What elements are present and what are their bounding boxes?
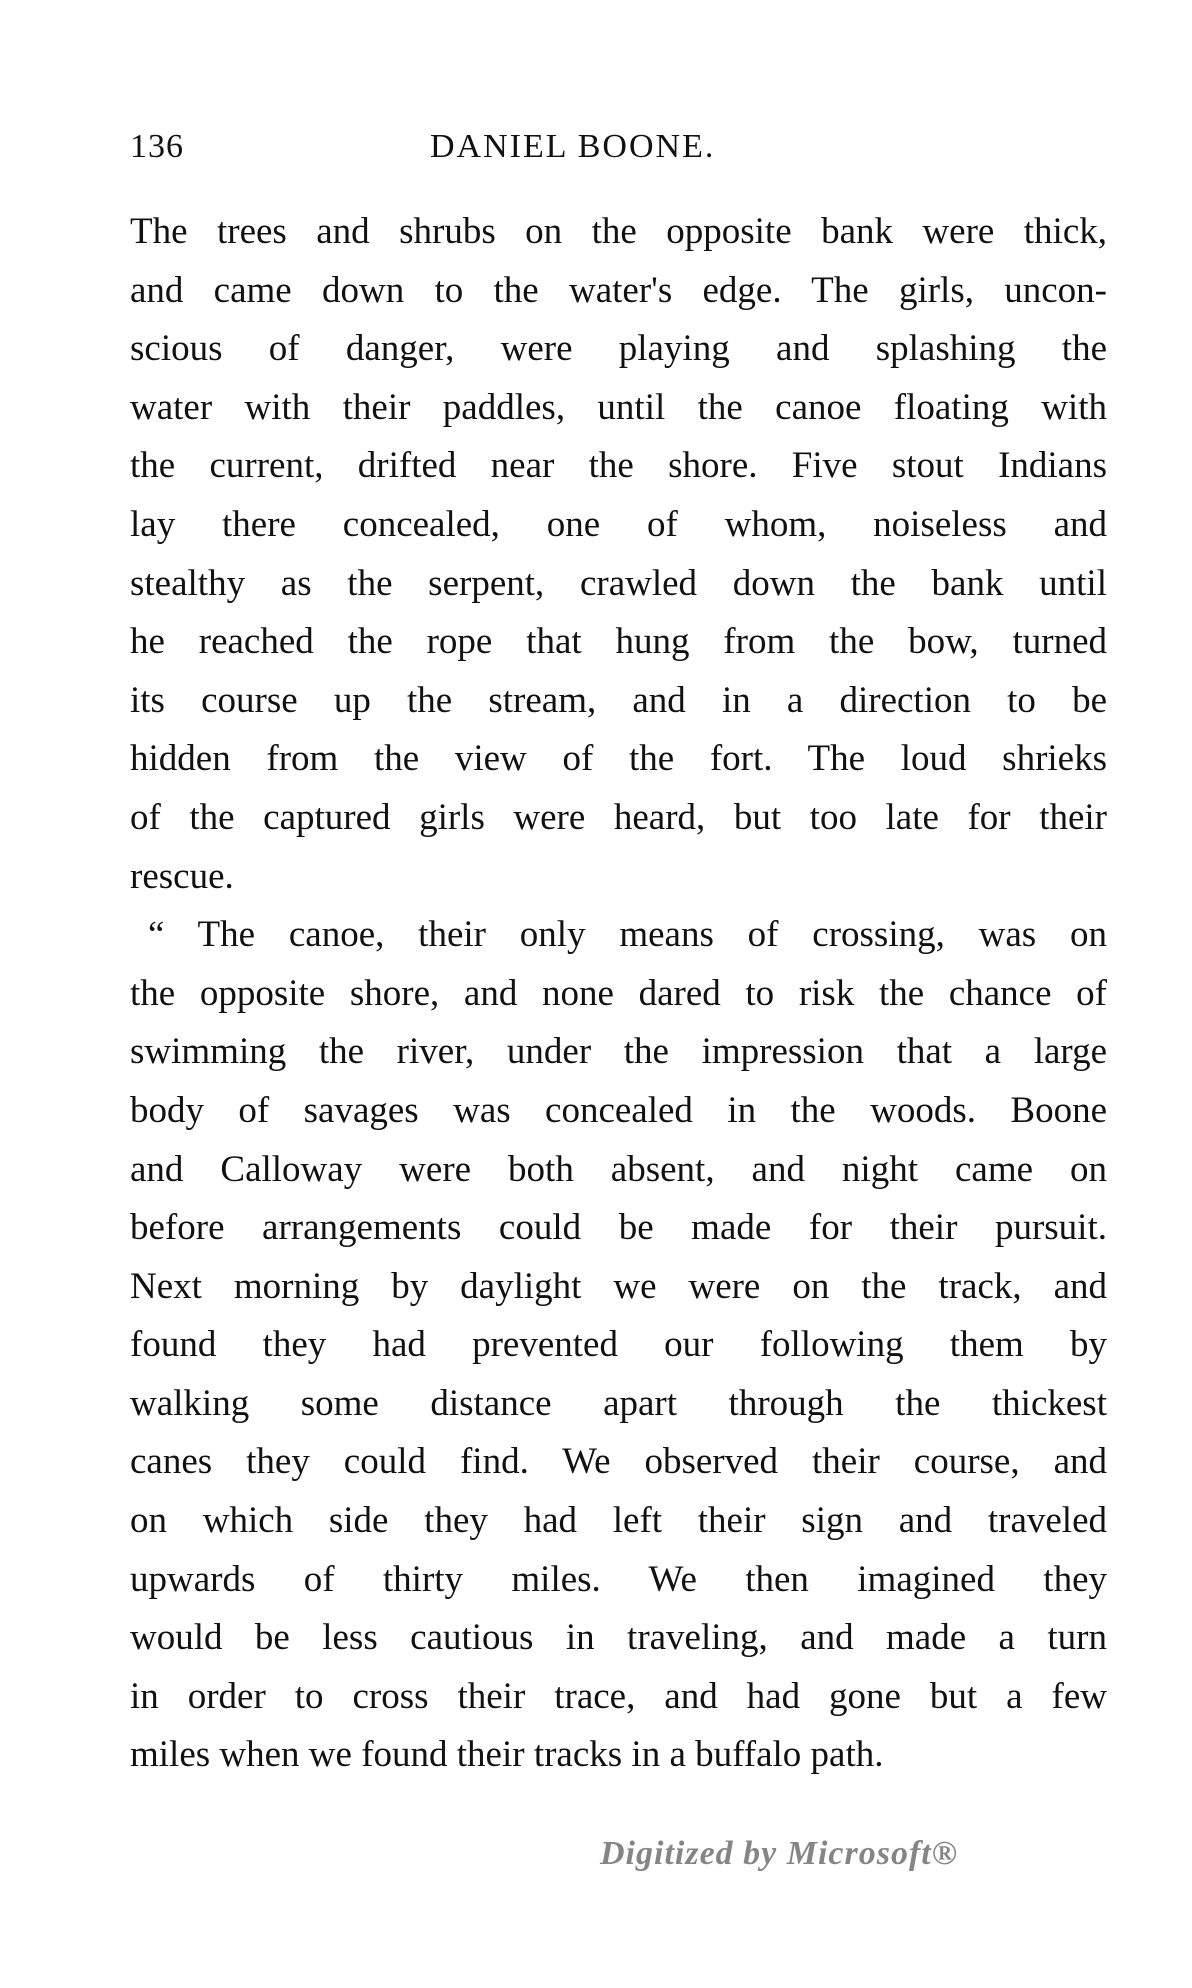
page-body: [130, 203, 1107, 1785]
text-line: stealthy as the serpent, crawled down the bank until: [130, 562, 1107, 604]
text-line: would be less cautious in traveling, and made a turn: [130, 1617, 1107, 1659]
running-title: DANIEL BOONE.: [430, 128, 716, 165]
text-line: its course up the stream, and in a direction to be: [130, 679, 1107, 721]
text-line: upwards of thirty miles. We then imagined they: [130, 1558, 1107, 1600]
text-line: miles when we found their tracks in a buffalo path.: [130, 1734, 884, 1776]
paragraph: [130, 906, 1107, 1785]
text-line: rescue.: [130, 855, 234, 897]
text-line: the current, drifted near the shore. Five stout Indians: [130, 445, 1107, 487]
text-line: and came down to the water's edge. The girls, uncon-: [130, 269, 1107, 311]
digitization-watermark: Digitized by Microsoft®: [600, 1835, 959, 1872]
text-line: scious of danger, were playing and splashing the: [130, 328, 1107, 370]
paragraph: [130, 203, 1107, 906]
text-line: body of savages was concealed in the woods. Boone: [130, 1089, 1107, 1131]
text-line: of the captured girls were heard, but too late for their: [130, 796, 1107, 838]
text-line: he reached the rope that hung from the bow, turned: [130, 621, 1107, 663]
text-line: on which side they had left their sign and traveled: [130, 1500, 1107, 1542]
page-number: 136: [130, 128, 184, 165]
text-line: lay there concealed, one of whom, noiseless and: [130, 503, 1107, 545]
text-line: The trees and shrubs on the opposite bank were thick,: [130, 211, 1107, 252]
text-line: canes they could find. We observed their course, and: [130, 1441, 1107, 1483]
text-line: swimming the river, under the impression that a large: [130, 1031, 1107, 1073]
text-line: the opposite shore, and none dared to risk the chance of: [130, 972, 1107, 1014]
text-line: found they had prevented our following them by: [130, 1324, 1107, 1366]
text-line: in order to cross their trace, and had gone but a few: [130, 1675, 1107, 1717]
text-line: “ The canoe, their only means of crossing, was on: [148, 914, 1107, 956]
text-line: before arrangements could be made for their pursuit.: [130, 1207, 1107, 1249]
text-line: water with their paddles, until the canoe floating with: [130, 386, 1107, 428]
text-line: walking some distance apart through the thickest: [130, 1382, 1107, 1424]
text-line: Next morning by daylight we were on the track, and: [130, 1265, 1107, 1307]
text-line: and Calloway were both absent, and night came on: [130, 1148, 1107, 1190]
text-line: hidden from the view of the fort. The loud shrieks: [130, 738, 1107, 780]
